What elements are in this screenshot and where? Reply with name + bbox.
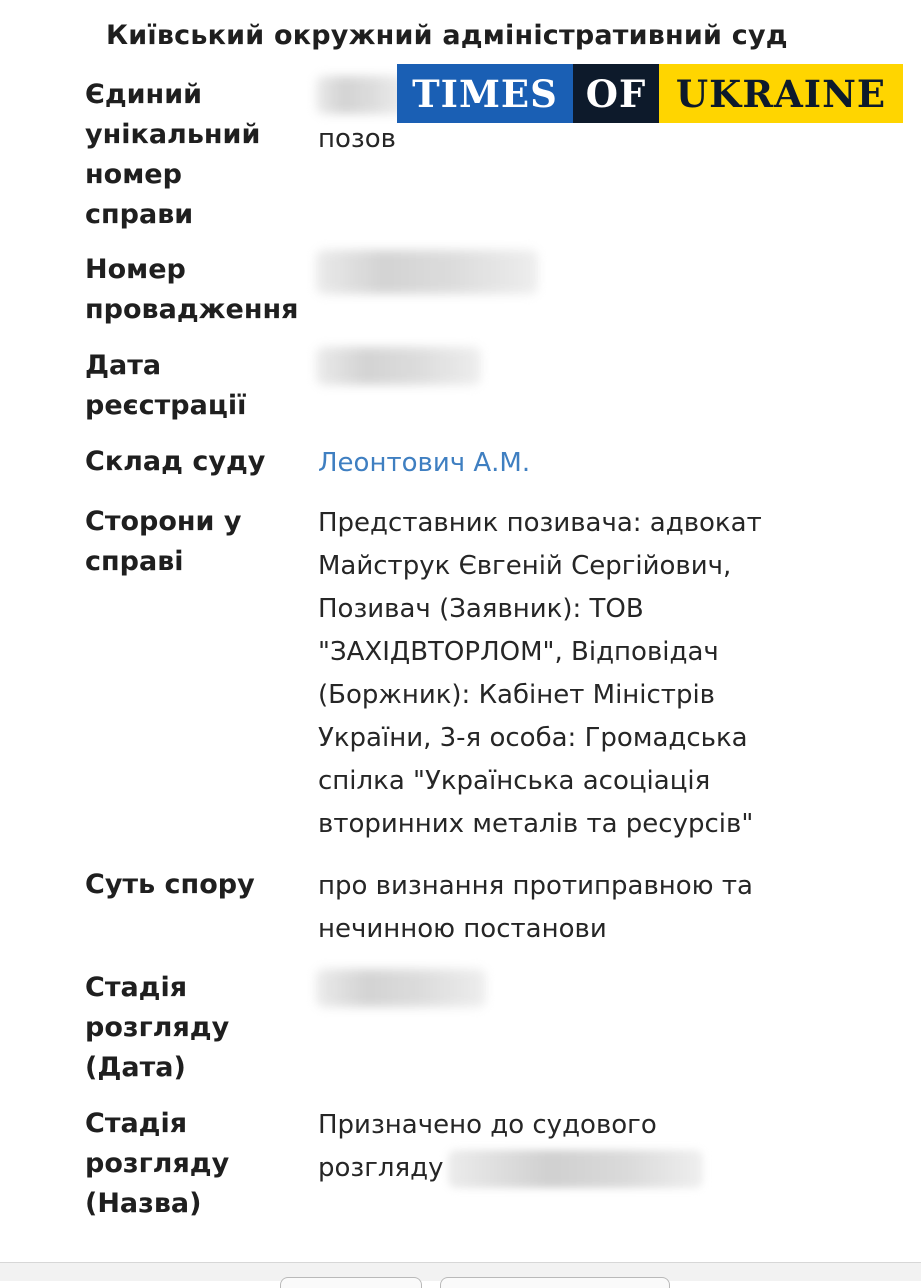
case-number-redacted bbox=[316, 76, 406, 114]
stage-date-redacted bbox=[316, 969, 486, 1007]
toolbar-button-right[interactable] bbox=[440, 1277, 670, 1288]
watermark-times: TIMES bbox=[397, 64, 573, 123]
dispute-label: Суть спору bbox=[85, 869, 255, 900]
watermark-of: OF bbox=[573, 64, 659, 123]
registration-date-redacted bbox=[316, 347, 481, 385]
proceeding-number-label: Номер провадження bbox=[85, 254, 299, 325]
proceeding-number-redacted bbox=[316, 250, 538, 294]
stage-name-value bbox=[318, 1104, 838, 1190]
dispute-value: про визнання протиправною та нечинною постанови bbox=[318, 871, 753, 944]
parties-value: Представник позивача: адвокат Майструк Євгеній Сергійович, Позивач (Заявник): ТОВ "ЗАХІДВТОРЛОМ", Відповідач (Боржник): Кабінет Міністрів України, 3-я особа: Громадська спілка "Українська асоціація вторинних металів та ресурсів" bbox=[318, 508, 762, 839]
stage-name-redacted bbox=[448, 1150, 703, 1188]
stage-date-label: Стадія розгляду (Дата) bbox=[85, 972, 230, 1083]
bottom-toolbar bbox=[0, 1262, 921, 1281]
watermark-ukraine: UKRAINE bbox=[659, 64, 903, 123]
parties-label: Сторони у справі bbox=[85, 506, 242, 577]
stage-name-label: Стадія розгляду (Назва) bbox=[85, 1108, 230, 1219]
toolbar-button-left[interactable] bbox=[280, 1277, 422, 1288]
stage-name-line2 bbox=[318, 1147, 838, 1190]
stage-name-line2-text: розгляду bbox=[318, 1153, 444, 1183]
stage-name-line1: Призначено до судового bbox=[318, 1110, 657, 1140]
court-composition-label: Склад суду bbox=[85, 446, 266, 477]
court-title: Київський окружний адміністративний суд bbox=[106, 20, 788, 51]
judge-link[interactable]: Леонтович А.М. bbox=[318, 448, 531, 478]
case-number-value: позов bbox=[318, 124, 396, 154]
registration-date-label: Дата реєстрації bbox=[85, 350, 247, 421]
times-of-ukraine-watermark bbox=[397, 64, 903, 123]
case-number-label: Єдиний унікальний номер справи bbox=[85, 79, 261, 230]
